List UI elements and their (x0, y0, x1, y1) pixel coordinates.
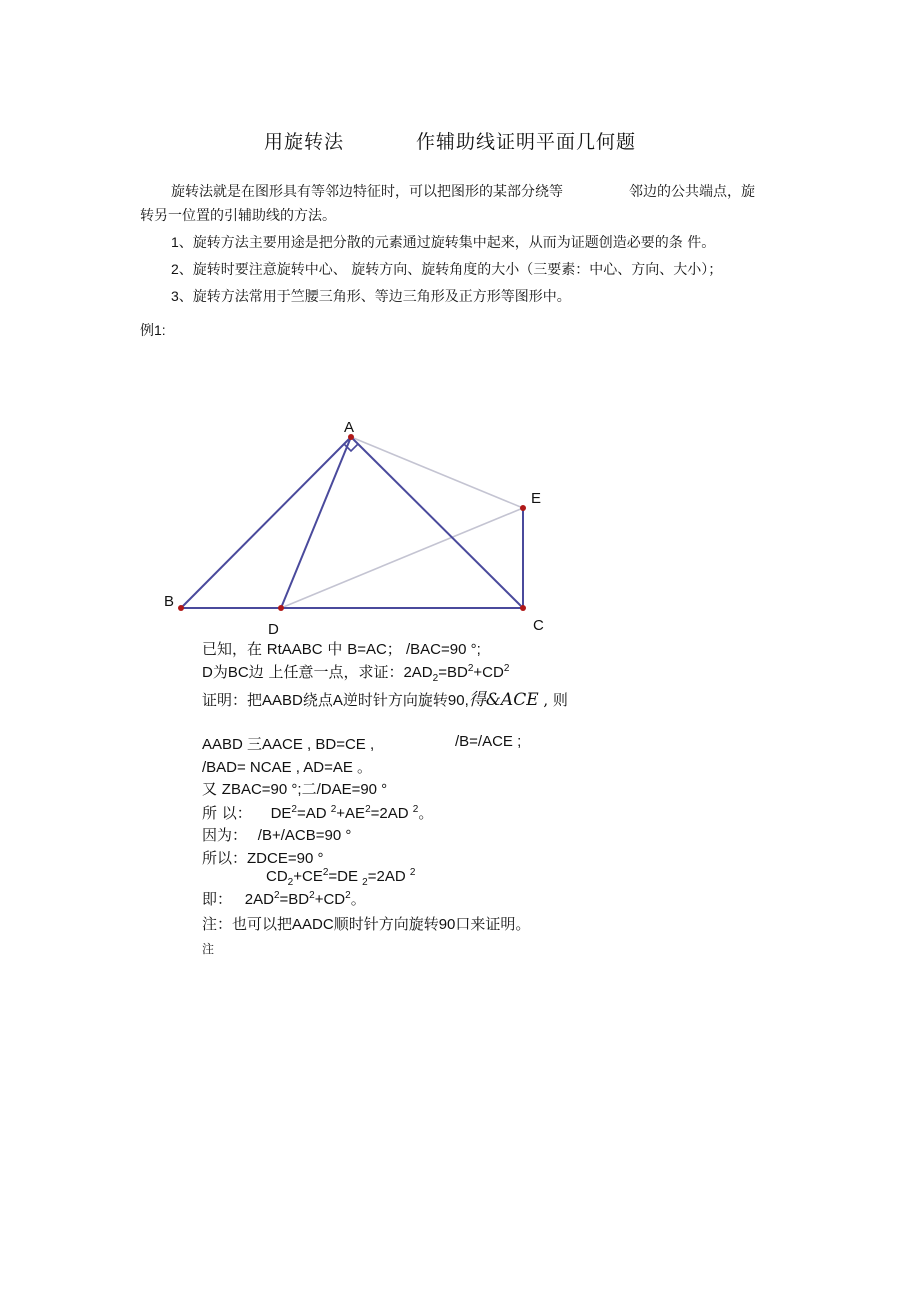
proof-l10-a: CD (266, 868, 288, 885)
proof-line-2 (202, 661, 509, 682)
proof-line-4b: /B=/ACE ; (455, 733, 522, 750)
intro-line-1a: 旋转法就是在图形具有等邻边特征时，可以把图形的某部分绕等 (171, 184, 563, 200)
proof-l11-c-sup: 2 (309, 890, 315, 901)
proof-l9-b: ZDCE=90 ° (247, 850, 324, 867)
proof-l1-c: 中 (322, 640, 348, 658)
proof-l6-b: ZBAC=90 °;二/DAE=90 ° (221, 781, 388, 798)
proof-line-5: /BAD= NCAE , AD=AE 。 (202, 759, 373, 776)
proof-l12-c: 顺时针方向旋转 (333, 915, 439, 933)
point-b-dot (178, 605, 184, 611)
proof-l11-b-sup: 2 (273, 890, 280, 901)
proof-l7-f: 。 (418, 804, 434, 822)
proof-l2-d-sup: 2 (467, 663, 474, 674)
point-d-dot (278, 605, 284, 611)
proof-l7-e-sup: 2 (412, 804, 419, 815)
proof-line-9 (202, 847, 323, 868)
proof-l2-e-sup: 2 (503, 663, 510, 674)
label-a: A (344, 419, 355, 436)
proof-l2-c: 2AD (403, 664, 433, 681)
proof-l12-a: 注：也可以把 (202, 915, 293, 933)
proof-l10-b-sup: 2 (322, 867, 329, 878)
proof-line-7 (202, 802, 433, 823)
point-2-text: 旋转时要注意旋转中心、 旋转方向、旋转角度的大小（三要素：中心、方向、大小）； (192, 262, 723, 278)
proof-l10-b: +CE (293, 868, 323, 885)
proof-l3-c: 绕点 (302, 691, 333, 709)
proof-l1-a: 已知，在 (202, 640, 267, 658)
point-3-number: 3、 (171, 288, 193, 304)
segment-de (281, 508, 523, 608)
intro-line-2: 转另一位置的引辅助线的方法。 (140, 208, 336, 224)
proof-line-12 (202, 913, 530, 934)
proof-l12-d: 90 (438, 916, 456, 933)
proof-l7-c: =AD (296, 805, 331, 822)
point-1-number: 1、 (171, 234, 193, 250)
label-d: D (268, 621, 279, 638)
proof-l2-e: +CD (473, 664, 504, 681)
point-e-dot (520, 505, 526, 511)
proof-line-3 (202, 685, 568, 710)
point-3-text: 旋转方法常用于竺腰三角形、等边三角形及正方形等图形中。 (192, 289, 571, 305)
label-b: B (164, 593, 175, 610)
proof-l11-b: 2AD (244, 891, 274, 908)
proof-line-8 (202, 824, 351, 845)
segment-ad (281, 437, 351, 608)
proof-l7-d: +AE (336, 805, 366, 822)
proof-l11-d: +CD (314, 891, 346, 908)
point-c-dot (520, 605, 526, 611)
point-2-number: 2、 (171, 261, 193, 277)
intro-line-1b: 邻边的公共端点，旋 (629, 184, 755, 200)
proof-l7-d-sup: 2 (365, 804, 371, 815)
proof-l3-g: 得&ACE (468, 690, 539, 710)
proof-l3-e: 逆时针方向旋转 (342, 691, 448, 709)
label-e: E (531, 490, 542, 507)
proof-line-11 (202, 888, 366, 909)
example-label: 例1: (140, 322, 166, 338)
proof-l8-b: /B+/ACB=90 ° (257, 827, 352, 844)
segment-ac (351, 437, 523, 608)
proof-line-1 (202, 638, 481, 659)
proof-l8-a: 因为： (202, 826, 248, 844)
proof-l7-b: DE (270, 805, 292, 822)
proof-l3-h: , 则 (538, 691, 568, 709)
proof-line-10 (266, 867, 416, 888)
proof-line-6 (202, 778, 387, 799)
proof-l1-d: B=AC； /BAC=90 °; (347, 641, 481, 658)
proof-l10-d: =2AD (367, 868, 410, 885)
proof-l3-a: 证明：把 (202, 691, 263, 709)
proof-l1-b: RtAABC (266, 641, 323, 658)
proof-l7-a: 所 以： (202, 804, 252, 822)
proof-l7-c-sup: 2 (330, 804, 337, 815)
proof-l2-d: =BD (438, 664, 468, 681)
proof-l12-e: 口来证明。 (455, 915, 531, 933)
proof-line-4a: AABD 三AACE , BD=CE , (202, 736, 375, 753)
proof-l7-e: =2AD (370, 805, 413, 822)
proof-l7-b-sup: 2 (291, 804, 297, 815)
label-c: C (533, 617, 544, 634)
proof-l3-b: AABD (262, 692, 303, 709)
proof-l10-d-sup: 2 (409, 867, 416, 878)
title-part-2: 作辅助线证明平面几何题 (416, 131, 637, 153)
segment-ae (351, 437, 523, 508)
proof-l11-e: 。 (350, 890, 366, 908)
proof-l2-a: D为BC边 (202, 664, 264, 681)
proof-l10-c-sub: 2 (362, 877, 368, 888)
proof-l2-c-sub: 2 (432, 673, 439, 684)
proof-l10-c: =DE (328, 868, 363, 885)
proof-l6-a: 又 (202, 780, 222, 798)
proof-l3-d: A (332, 692, 343, 709)
point-1-text: 旋转方法主要用途是把分散的元素通过旋转集中起来，从而为证题创造必要的条 件。 (192, 235, 716, 251)
proof-l2-b: 上任意一点，求证： (263, 663, 404, 681)
title-part-1: 用旋转法 (264, 131, 345, 153)
proof-l11-a: 即： (202, 890, 233, 908)
proof-l11-d-sup: 2 (345, 890, 351, 901)
proof-l10-a-sub: 2 (287, 877, 294, 888)
proof-l9-a: 所以： (202, 849, 248, 867)
proof-l11-c: =BD (279, 891, 310, 908)
proof-line-13: 注 (202, 942, 215, 956)
proof-l3-f: 90, (447, 692, 469, 709)
segment-ab (181, 437, 351, 608)
proof-l12-b: AADC (292, 916, 334, 933)
